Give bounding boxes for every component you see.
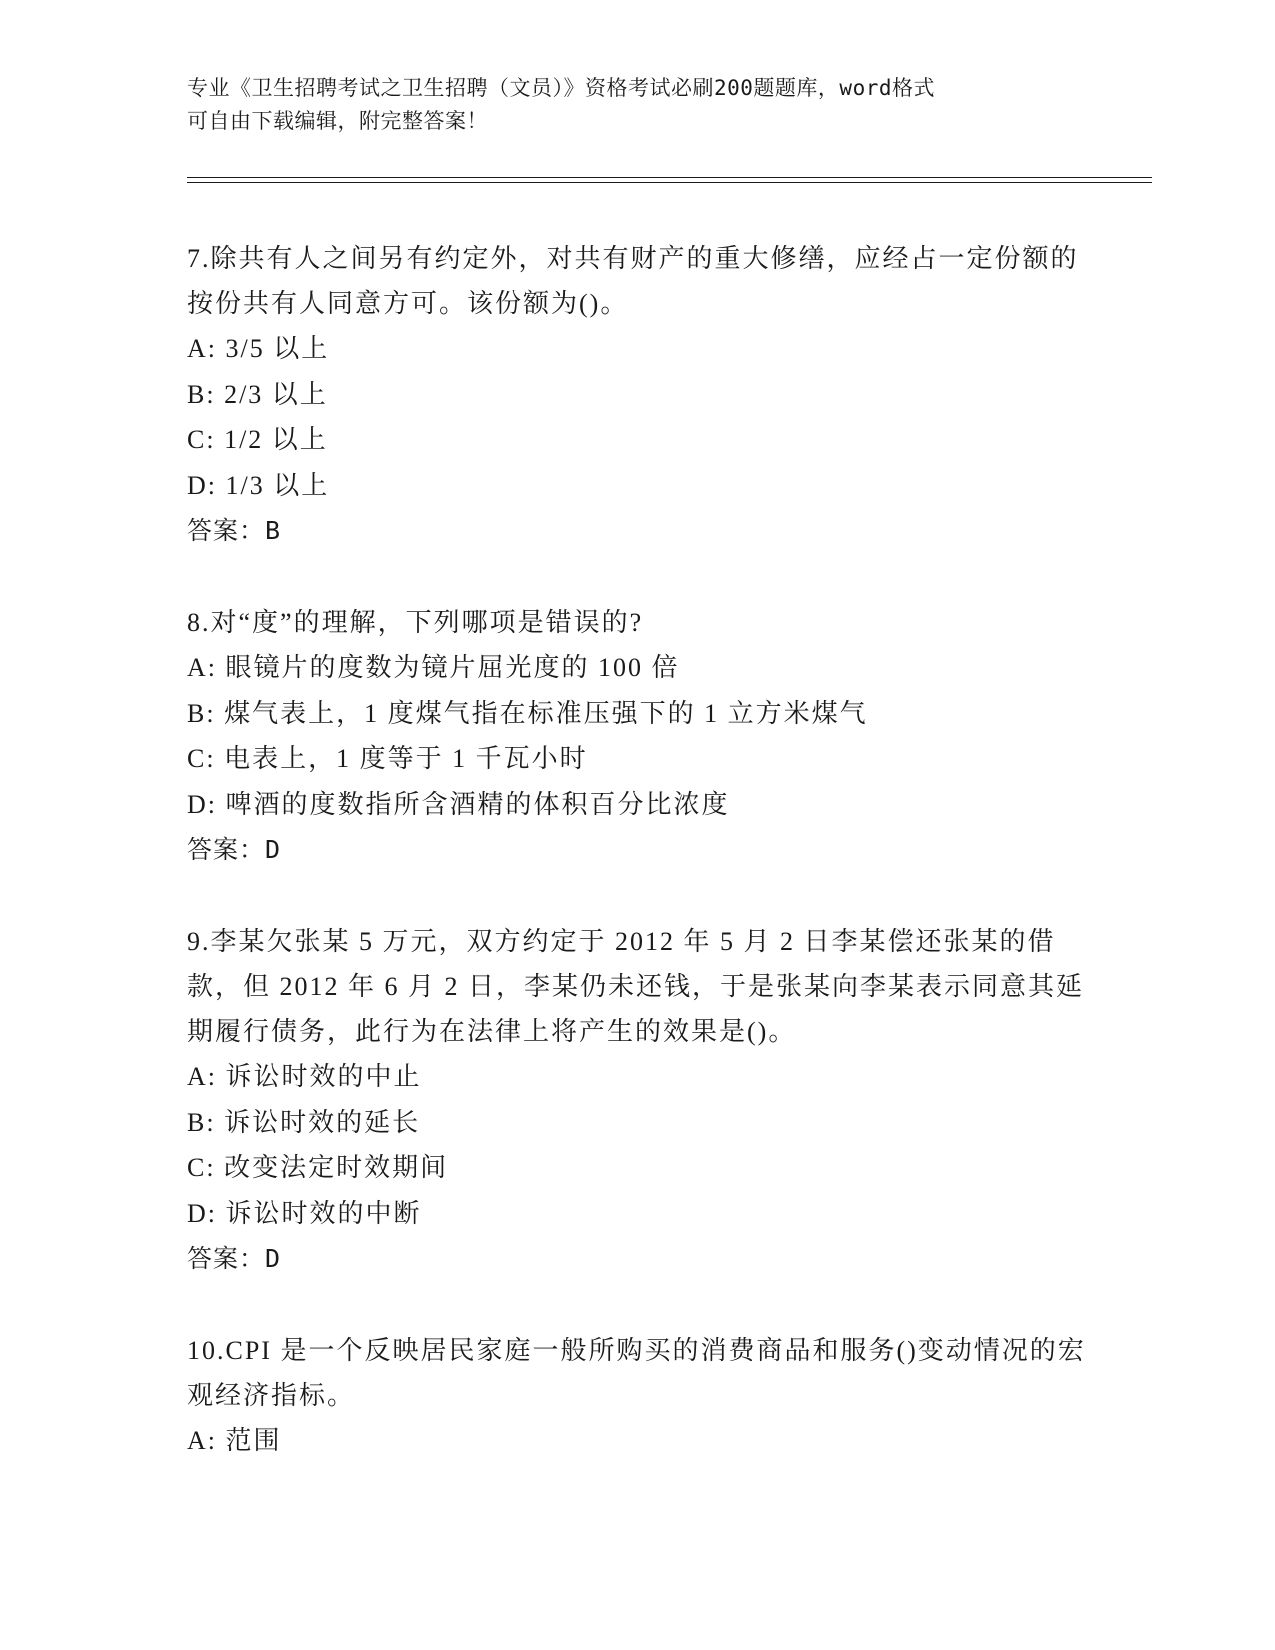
question-8: [187, 600, 1087, 873]
option-a: A: 眼镜片的度数为镜片屈光度的 100 倍: [187, 653, 680, 682]
option-b: B: 2/3 以上: [187, 379, 328, 409]
header-line-1: 专业《卫生招聘考试之卫生招聘（文员）》资格考试必刷200题题库，word格式: [187, 76, 935, 100]
option-b: B: 诉讼时效的延长: [187, 1107, 421, 1137]
document-header: [187, 72, 1087, 138]
question-stem: 10.CPI 是一个反映居民家庭一般所购买的消费商品和服务()变动情况的宏观经济指标。: [187, 1336, 1086, 1410]
option-d: D: 1/3 以上: [187, 470, 330, 500]
option-c: C: 电表上，1 度等于 1 千瓦小时: [187, 744, 588, 773]
option-c: C: 1/2 以上: [187, 425, 328, 454]
question-stem: 8.对“度”的理解，下列哪项是错误的?: [187, 608, 644, 637]
option-c: C: 改变法定时效期间: [187, 1153, 449, 1182]
question-stem: 7.除共有人之间另有约定外，对共有财产的重大修缮，应经占一定份额的按份共有人同意方可。该份额为()。: [187, 244, 1079, 318]
option-b: B: 煤气表上，1 度煤气指在标准压强下的 1 立方米煤气: [187, 698, 868, 728]
answer: 答案：B: [187, 516, 282, 545]
option-d: D: 诉讼时效的中断: [187, 1198, 422, 1228]
question-stem: 9.李某欠张某 5 万元，双方约定于 2012 年 5 月 2 日李某偿还张某的借款，但 2012 年 6 月 2 日，李某仍未还钱，于是张某向李某表示同意其延期履行债务，此行为在法律上将产生的效果是()。: [187, 927, 1085, 1046]
header-divider-bottom: [187, 182, 1152, 183]
option-a: A: 范围: [187, 1426, 282, 1455]
option-a: A: 诉讼时效的中止: [187, 1062, 422, 1091]
header-line-2: 可自由下载编辑，附完整答案！: [187, 109, 488, 133]
option-a: A: 3/5 以上: [187, 334, 330, 363]
answer: 答案：D: [187, 835, 282, 864]
question-10: [187, 1328, 1087, 1464]
question-7: [187, 236, 1087, 554]
question-9: [187, 919, 1087, 1282]
option-d: D: 啤酒的度数指所含酒精的体积百分比浓度: [187, 789, 730, 819]
question-list: [187, 236, 1087, 1510]
header-divider-top: [187, 177, 1152, 178]
answer: 答案：D: [187, 1244, 282, 1273]
